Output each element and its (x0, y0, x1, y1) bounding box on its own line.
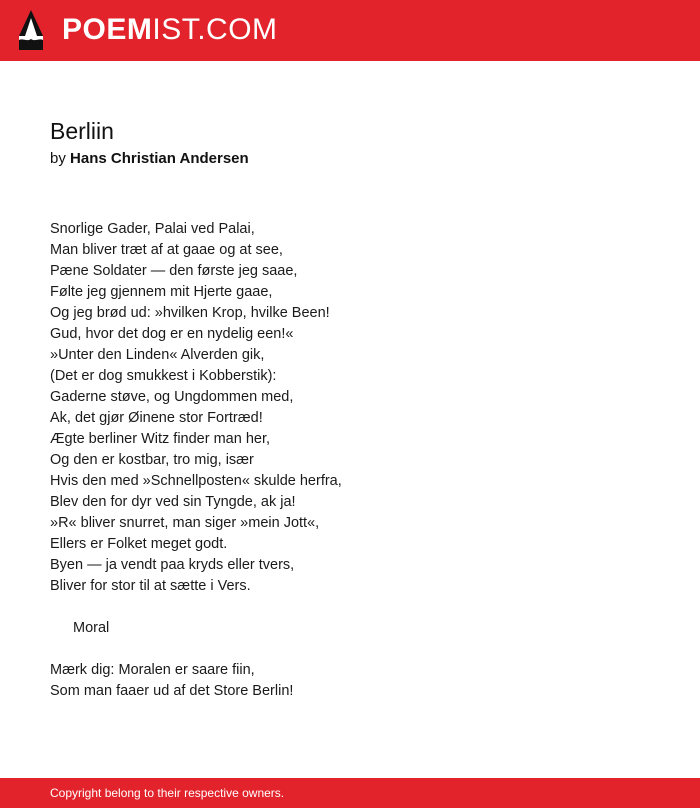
logo-text-bold: POEM (62, 13, 153, 46)
site-footer (0, 778, 700, 808)
pencil-icon[interactable] (18, 9, 44, 51)
poem-line: Hvis den med »Schnellposten« skulde herfra, (50, 473, 342, 489)
poem-line: Byen — ja vendt paa kryds eller tvers, (50, 557, 295, 573)
poem-line: Mærk dig: Moralen er saare fiin, (50, 662, 255, 678)
copyright-text: Copyright belong to their respective owners. (50, 786, 285, 800)
poem-line: Følte jeg gjennem mit Hjerte gaae, (50, 284, 273, 300)
byline (50, 149, 249, 169)
poem-line: Og jeg brød ud: »hvilken Krop, hvilke Been! (50, 305, 330, 321)
logo-text-light: IST.COM (152, 13, 278, 46)
poem-line: Ellers er Folket meget godt. (50, 536, 228, 552)
site-header (0, 0, 700, 61)
poem-line: Som man faaer ud af det Store Berlin! (50, 683, 294, 699)
poem-line: »R« bliver snurret, man siger »mein Jott«, (50, 515, 320, 531)
poem-line: Gud, hvor det dog er en nydelig een!« (50, 326, 294, 342)
poem-line: (Det er dog smukkest i Kobberstik): (50, 368, 277, 384)
poem-line: Snorlige Gader, Palai ved Palai, (50, 221, 255, 237)
poem-line: Ak, det gjør Øinene stor Fortræd! (50, 410, 263, 426)
poem-line: Man bliver træt af at gaae og at see, (50, 242, 283, 258)
poem-blank-line (50, 639, 342, 660)
poem-body (50, 219, 342, 702)
poem-line: »Unter den Linden« Alverden gik, (50, 347, 265, 363)
by-label: by (50, 150, 66, 167)
poem-line: Ægte berliner Witz finder man her, (50, 431, 271, 447)
poem-line: Gaderne støve, og Ungdommen med, (50, 389, 294, 405)
poem-line: Og den er kostbar, tro mig, især (50, 452, 254, 468)
poem-line: Bliver for stor til at sætte i Vers. (50, 578, 251, 594)
site-logo[interactable] (62, 13, 278, 47)
author-name: Hans Christian Andersen (70, 150, 249, 167)
poem-line: Pæne Soldater — den første jeg saae, (50, 263, 298, 279)
poem-section-heading: Moral (73, 620, 110, 636)
poem-blank-line (50, 597, 342, 618)
poem-line: Blev den for dyr ved sin Tyngde, ak ja! (50, 494, 296, 510)
poem-title: Berliin (50, 118, 114, 144)
